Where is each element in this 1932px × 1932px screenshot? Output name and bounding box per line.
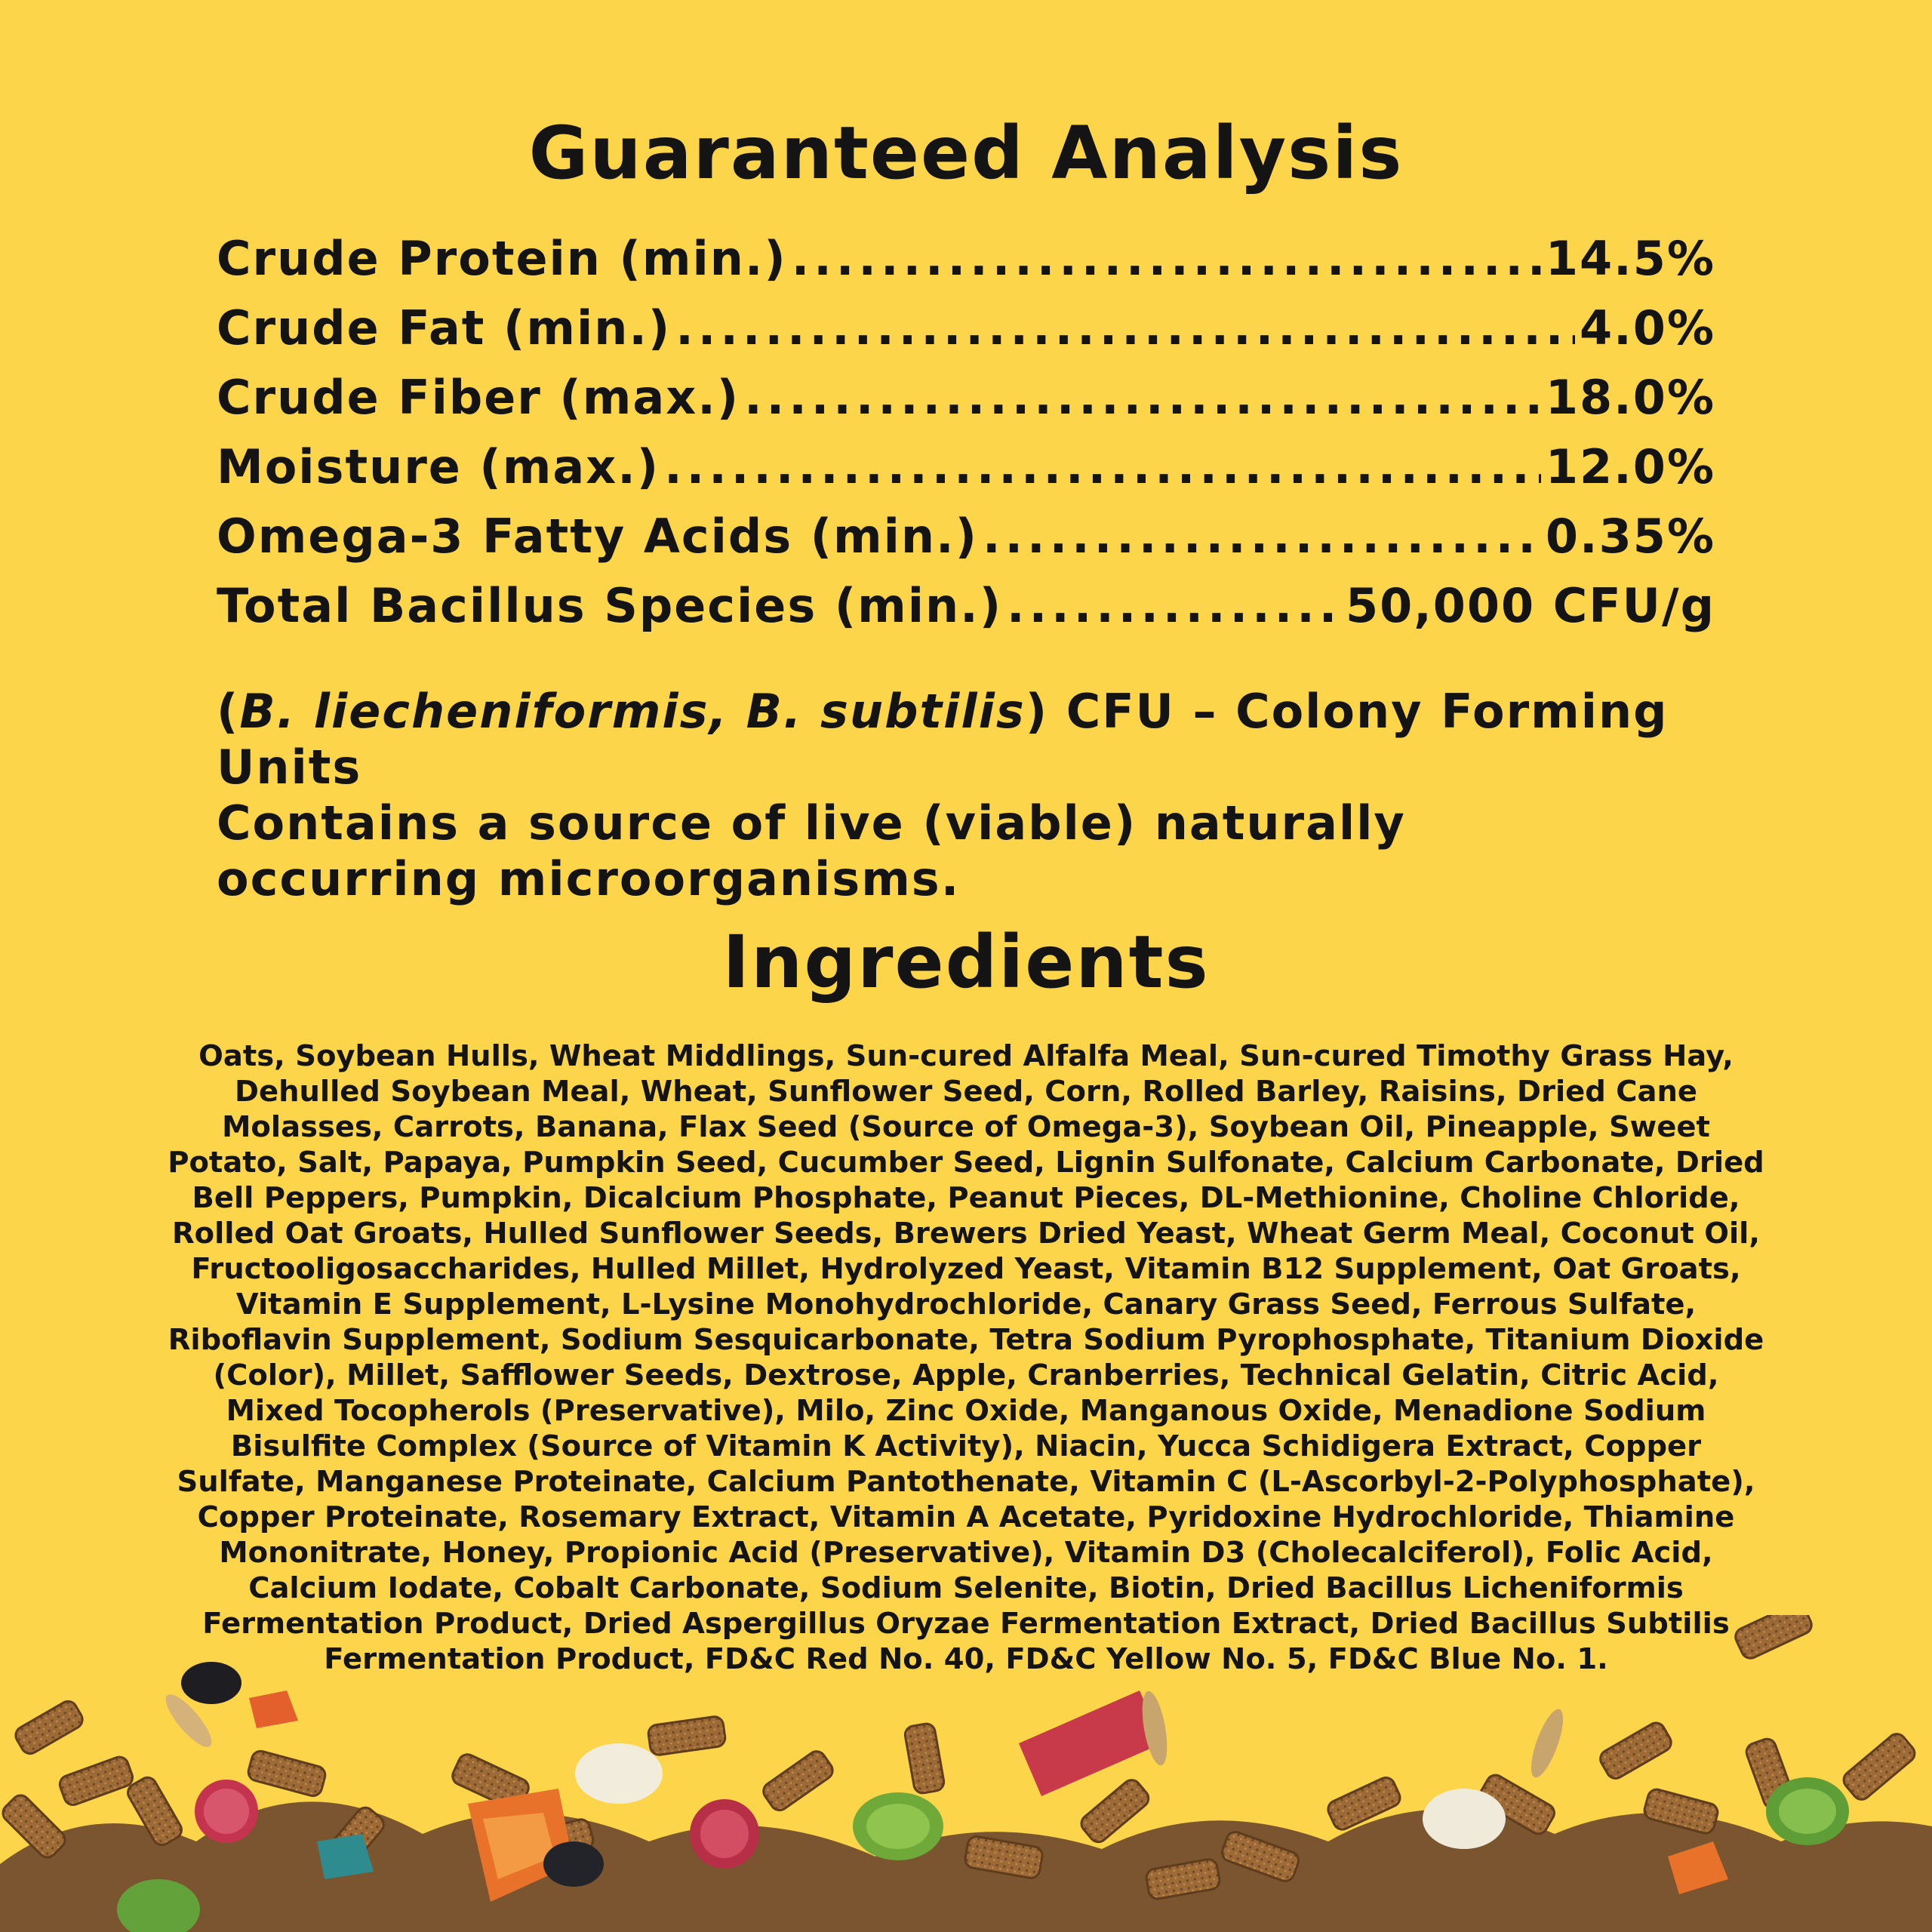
analysis-label: Crude Fiber (max.) (217, 370, 740, 425)
ingredients-line: Mixed Tocopherols (Preservative), Milo, Zinc Oxide, Manganous Oxide, Menadione Sodium (226, 1394, 1706, 1428)
dot-leader (744, 370, 1541, 425)
analysis-row-bacillus (217, 578, 1715, 648)
analysis-row-moisture (217, 439, 1715, 509)
note-open-paren: ( (217, 684, 240, 739)
dot-leader (983, 509, 1541, 564)
note-line-3: occurring microorganisms. (217, 851, 961, 906)
analysis-value: 12.0% (1545, 439, 1715, 494)
analysis-label: Moisture (max.) (217, 439, 660, 494)
ingredients-text (166, 1038, 1766, 1677)
ingredients-line: Oats, Soybean Hulls, Wheat Middlings, Sun-cured Alfalfa Meal, Sun-cured Timothy Grass Hay, (198, 1039, 1734, 1073)
analysis-value: 0.35% (1545, 509, 1715, 564)
analysis-value: 18.0% (1545, 370, 1715, 425)
ingredients-line: Fermentation Product, Dried Aspergillus Oryzae Fermentation Extract, Dried Bacillus Subtilis (202, 1607, 1730, 1641)
ingredients-line: Fermentation Product, FD&C Red No. 40, FD&C Yellow No. 5, FD&C Blue No. 1. (324, 1642, 1608, 1676)
note-line-2: Contains a source of live (viable) naturally (217, 795, 1406, 851)
ingredients-line: Mononitrate, Honey, Propionic Acid (Preservative), Vitamin D3 (Cholecalciferol), Folic Acid, (219, 1536, 1713, 1570)
species-names: B. liecheniformis, B. subtilis (239, 684, 1026, 739)
dot-leader (792, 231, 1541, 286)
food-pieces-border-image (0, 1615, 1932, 1932)
ingredients-line: Sulfate, Manganese Proteinate, Calcium Pantothenate, Vitamin C (L-Ascorbyl-2-Polyphosphate), (177, 1465, 1755, 1499)
analysis-value: 50,000 CFU/g (1345, 578, 1715, 633)
analysis-row-omega-3 (217, 509, 1715, 578)
ingredients-line: Potato, Salt, Papaya, Pumpkin Seed, Cucumber Seed, Lignin Sulfonate, Calcium Carbonate, Dried (168, 1146, 1764, 1180)
analysis-row-crude-fat (217, 300, 1715, 370)
ingredients-line: Vitamin E Supplement, L-Lysine Monohydrochloride, Canary Grass Seed, Ferrous Sulfate, (235, 1287, 1697, 1321)
dot-leader (1007, 578, 1341, 633)
analysis-label: Crude Fat (min.) (217, 300, 672, 355)
analysis-row-crude-protein (217, 231, 1715, 300)
analysis-value: 4.0% (1580, 300, 1715, 355)
dot-leader (675, 300, 1575, 355)
guaranteed-analysis-list (217, 231, 1715, 648)
ingredients-line: Rolled Oat Groats, Hulled Sunflower Seeds, Brewers Dried Yeast, Wheat Germ Meal, Coconut Oil, (171, 1217, 1760, 1251)
analysis-label: Crude Protein (min.) (217, 231, 787, 286)
ingredients-title: Ingredients (722, 920, 1210, 1004)
ingredients-line: Calcium Iodate, Cobalt Carbonate, Sodium Selenite, Biotin, Dried Bacillus Licheniformis (248, 1571, 1684, 1605)
ingredients-line: Fructooligosaccharides, Hulled Millet, Hydrolyzed Yeast, Vitamin B12 Supplement, Oat Groats, (191, 1252, 1741, 1286)
analysis-value: 14.5% (1545, 231, 1715, 286)
cfu-definition: ) CFU – Colony Forming Units (217, 684, 1669, 795)
ingredients-line: Dehulled Soybean Meal, Wheat, Sunflower Seed, Corn, Rolled Barley, Raisins, Dried Cane (235, 1075, 1697, 1109)
ingredients-line: Riboflavin Supplement, Sodium Sesquicarbonate, Tetra Sodium Pyrophosphate, Titanium Dioxide (168, 1323, 1764, 1357)
dot-leader (664, 439, 1541, 494)
ingredients-line: Molasses, Carrots, Banana, Flax Seed (Source of Omega-3), Soybean Oil, Pineapple, Sweet (222, 1110, 1710, 1144)
analysis-label: Omega-3 Fatty Acids (min.) (217, 509, 978, 564)
ingredients-line: Bisulfite Complex (Source of Vitamin K Activity), Niacin, Yucca Schidigera Extract, Copper (230, 1429, 1702, 1463)
ingredients-line: Bell Peppers, Pumpkin, Dicalcium Phosphate, Peanut Pieces, DL-Methionine, Choline Chloride, (192, 1181, 1740, 1215)
guaranteed-analysis-title: Guaranteed Analysis (528, 111, 1404, 195)
analysis-row-crude-fiber (217, 370, 1715, 439)
probiotic-note (217, 684, 1726, 907)
analysis-label: Total Bacillus Species (min.) (217, 578, 1003, 633)
note-line-1 (217, 684, 1726, 795)
ingredients-line: (Color), Millet, Safflower Seeds, Dextrose, Apple, Cranberries, Technical Gelatin, Citric Acid, (213, 1358, 1719, 1392)
ingredients-line: Copper Proteinate, Rosemary Extract, Vitamin A Acetate, Pyridoxine Hydrochloride, Thiamine (197, 1500, 1735, 1534)
